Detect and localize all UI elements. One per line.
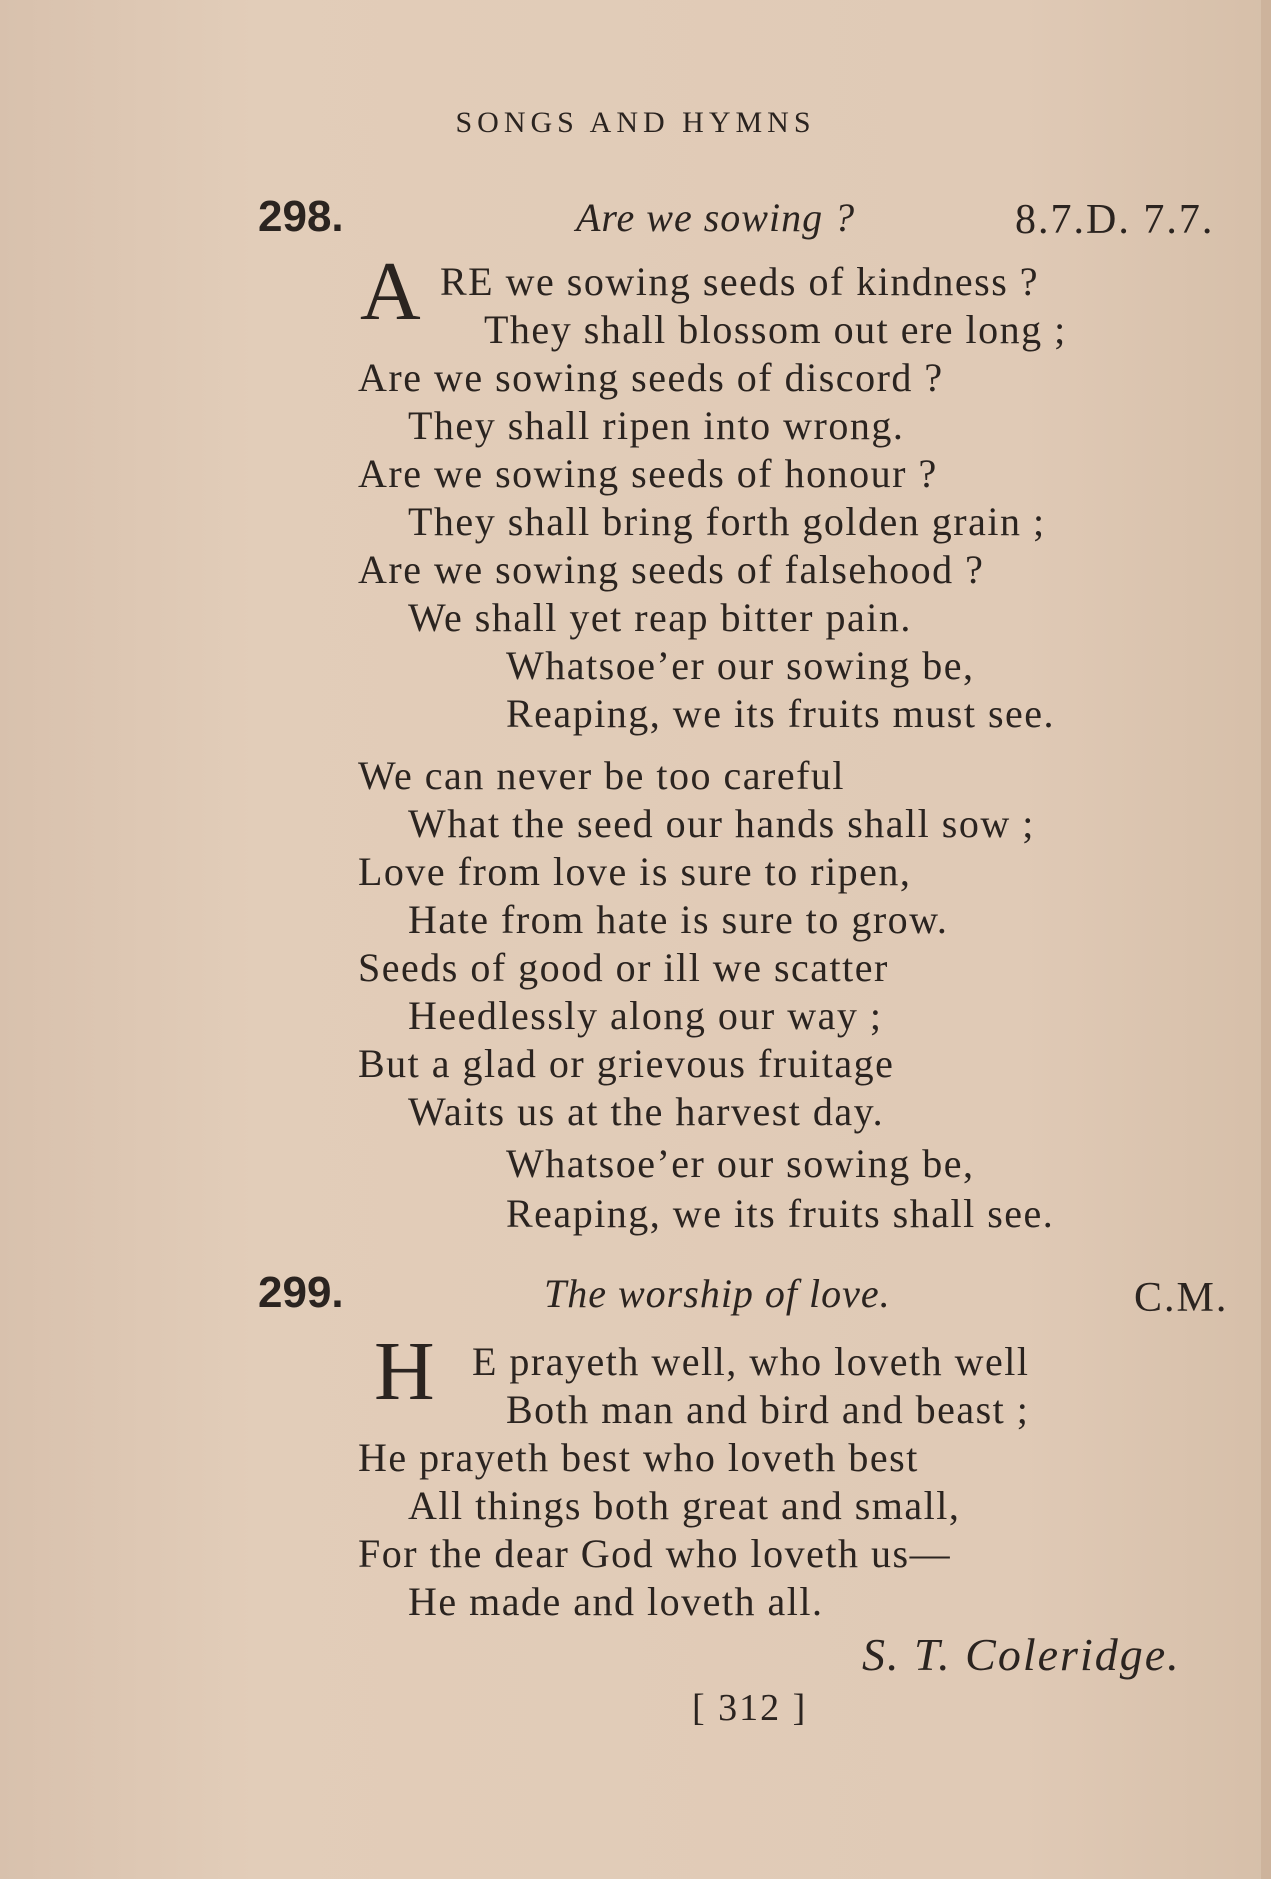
verse-line: E prayeth well, who loveth well <box>472 1339 1030 1384</box>
verse-line: For the dear God who loveth us— <box>358 1531 952 1576</box>
hymn-title: Are we sowing ? <box>576 195 856 240</box>
verse-line: RE we sowing seeds of kindness ? <box>440 259 1040 304</box>
verse-line: He made and loveth all. <box>408 1579 824 1624</box>
verse-line: Whatsoe’er our sowing be, <box>506 1141 975 1186</box>
hymn-number: 299. <box>258 1268 344 1317</box>
hymn-number: 298. <box>258 192 344 241</box>
verse-line: Seeds of good or ill we scatter <box>358 945 889 990</box>
verse-line: All things both great and small, <box>408 1483 961 1528</box>
verse-line: Waits us at the harvest day. <box>408 1089 885 1134</box>
drop-cap: A <box>360 245 421 338</box>
verse-line: Are we sowing seeds of discord ? <box>358 355 944 400</box>
verse-line: Are we sowing seeds of falsehood ? <box>358 547 985 592</box>
attribution: S. T. Coleridge. <box>862 1629 1181 1680</box>
drop-cap: H <box>374 1325 435 1418</box>
verse-line: Reaping, we its fruits must see. <box>506 691 1056 736</box>
verse-line: They shall blossom out ere long ; <box>484 307 1067 352</box>
verse-line: Are we sowing seeds of honour ? <box>358 451 938 496</box>
verse-line: He prayeth best who loveth best <box>358 1435 919 1480</box>
hymn-meter: C.M. <box>1134 1275 1229 1321</box>
hymn-meter: 8.7.D. 7.7. <box>1015 197 1215 243</box>
verse-line: But a glad or grievous fruitage <box>358 1041 895 1086</box>
verse-line: Reaping, we its fruits shall see. <box>506 1191 1055 1236</box>
verse-line: Hate from hate is sure to grow. <box>408 897 949 942</box>
verse-line: We can never be too careful <box>358 753 846 798</box>
page-edge <box>1261 0 1271 1879</box>
verse-line: Whatsoe’er our sowing be, <box>506 643 975 688</box>
verse-line: What the seed our hands shall sow ; <box>408 801 1035 846</box>
hymn-title: The worship of love. <box>544 1271 891 1316</box>
verse-line: They shall bring forth golden grain ; <box>408 499 1046 544</box>
verse-line: Both man and bird and beast ; <box>506 1387 1030 1432</box>
verse-line: They shall ripen into wrong. <box>408 403 905 448</box>
page-number: [ 312 ] <box>692 1687 808 1729</box>
running-head: SONGS AND HYMNS <box>455 106 816 139</box>
verse-line: Love from love is sure to ripen, <box>358 849 912 894</box>
verse-line: We shall yet reap bitter pain. <box>408 595 912 640</box>
verse-line: Heedlessly along our way ; <box>408 993 883 1038</box>
